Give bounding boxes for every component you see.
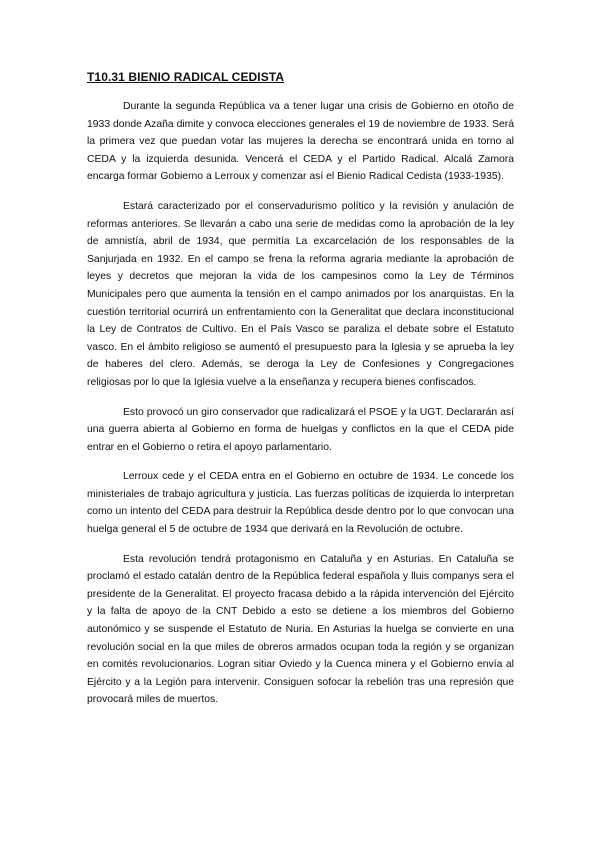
- paragraph-1: Durante la segunda República va a tener lugar una crisis de Gobierno en otoño de 1933 donde Azaña dimite y convoca elecciones generales el 19 de noviembre de 1933. Será la primera vez que puedan votar las mujeres la derecha se encontrará unida en torno al CEDA y la izquierda desunida. Vencerá el CEDA y el Partido Radical. Alcalá Zamora encarga formar Gobierno a Lerroux y comenzar así el Bienio Radical Cedista (1933-1935).: [87, 101, 514, 183]
- paragraph-4: Lerroux cede y el CEDA entra en el Gobierno en octubre de 1934. Le concede los ministeriales de trabajo agricultura y justicia. Las fuerzas políticas de izquierda lo interpretan como un intento del CEDA para destruir la República desde dentro por lo que convocan una huelga general el 5 de octubre de 1934 que derivará en la Revolución de octubre.: [87, 471, 514, 536]
- paragraph-5: Esta revolución tendrá protagonismo en Cataluña y en Asturias. En Cataluña se proclamó el estado catalán dentro de la República federal española y lluis companys sera el presidente de la Generalitat. El proyecto fracasa debido a la rápida intervención del Ejército y la falta de apoyo de la CNT Debido a esto se detiene a los miembros del Gobierno autonómico y se suspende el Estatuto de Nuria. En Asturias la huelga se convierte en una revolución social en la que miles de obreros armados ocupan toda la región y se organizan en comités revolucionarios. Logran sitiar Oviedo y la Cuenca minera y el Gobierno envía al Ejército y a la Legión para intervenir. Consiguen sofocar la rebelión tras una represión que provocará miles de muertos.: [87, 553, 514, 706]
- document-title: T10.31 BIENIO RADICAL CEDISTA: [87, 70, 285, 84]
- paragraph-3: Esto provocó un giro conservador que radicalizará el PSOE y la UGT. Declararán así una guerra abierta al Gobierno en forma de huelgas y conflictos en la que el CEDA pide entrar en el Gobierno o retira el apoyo parlamentario.: [87, 406, 514, 453]
- document-page: [87, 70, 514, 721]
- paragraph-2: Estará caracterizado por el conservadurismo político y la revisión y anulación de reformas anteriores. Se llevarán a cabo una serie de medidas como la aprobación de la ley de amnistía, abril de 1934, que permitía La excarcelación de los responsables de la Sanjurjada en 1932. En el campo se frena la reforma agraria mediante la aprobación de leyes y decretos que mejoran la vida de los campesinos como la Ley de Términos Municipales pero que aumenta la tensión en el campo animados por los anarquistas. En la cuestión territorial ocurrirá un enfrentamiento con la Generalitat que declara inconstitucional la Ley de Contratos de Cultivo. En el País Vasco se paraliza el debate sobre el Estatuto vasco. En el ámbito religioso se aumentó el presupuesto para la Iglesia y se aprueba la ley de haberes del clero. Además, se deroga la Ley de Confesiones y Congregaciones religiosas por lo que la Iglesia vuelve a la enseñanza y recupera bienes confiscados.: [87, 200, 514, 388]
